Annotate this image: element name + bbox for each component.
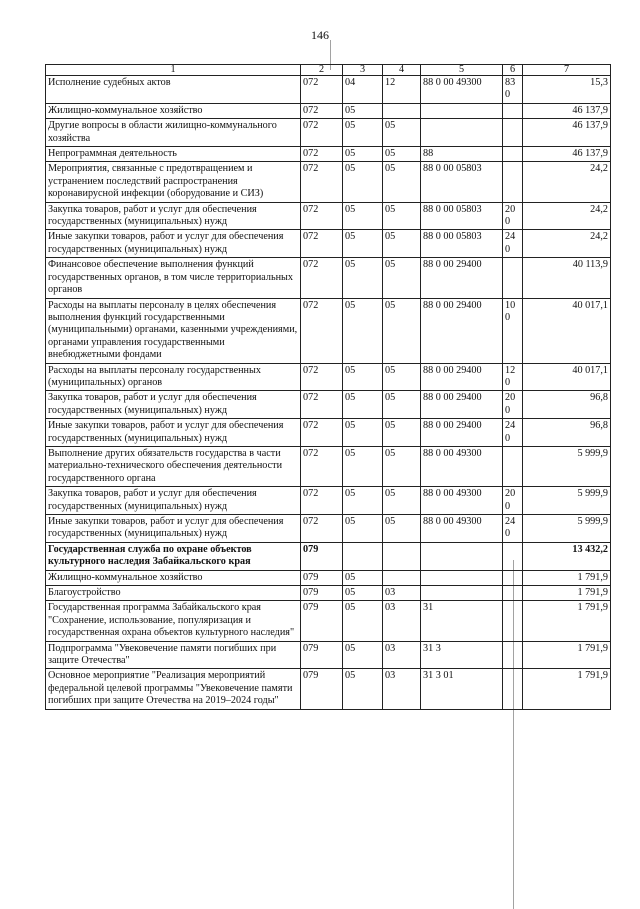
cell-amount: 1 791,9	[523, 669, 611, 709]
cell-name: Иные закупки товаров, работ и услуг для обеспечения государственных (муниципальных) нужд	[46, 419, 301, 447]
cell-subsection	[383, 542, 421, 570]
cell-subsection: 05	[383, 298, 421, 363]
cell-ministry-code: 072	[301, 391, 343, 419]
cell-amount: 15,3	[523, 76, 611, 104]
cell-target-article: 31 3 01	[421, 669, 503, 709]
cell-target-article: 88 0 00 29400	[421, 419, 503, 447]
table-row	[46, 515, 611, 543]
cell-ministry-code: 072	[301, 202, 343, 230]
cell-target-article	[421, 570, 503, 585]
cell-name: Расходы на выплаты персоналу государственных (муниципальных) органов	[46, 363, 301, 391]
cell-subsection: 12	[383, 76, 421, 104]
cell-target-article: 88 0 00 49300	[421, 487, 503, 515]
cell-target-article: 88 0 00 29400	[421, 391, 503, 419]
cell-subsection: 05	[383, 119, 421, 147]
cell-section: 05	[343, 363, 383, 391]
cell-amount: 13 432,2	[523, 542, 611, 570]
cell-subsection	[383, 103, 421, 118]
cell-expense-type: 200	[503, 391, 523, 419]
cell-subsection: 05	[383, 258, 421, 298]
cell-amount: 46 137,9	[523, 103, 611, 118]
cell-expense-type: 120	[503, 363, 523, 391]
cell-subsection: 05	[383, 363, 421, 391]
cell-amount: 5 999,9	[523, 446, 611, 486]
table-row	[46, 601, 611, 641]
cell-section: 05	[343, 515, 383, 543]
cell-amount: 46 137,9	[523, 147, 611, 162]
cell-target-article	[421, 103, 503, 118]
cell-expense-type	[503, 162, 523, 202]
table-row	[46, 162, 611, 202]
cell-amount: 5 999,9	[523, 515, 611, 543]
cell-expense-type: 240	[503, 419, 523, 447]
cell-name: Жилищно-коммунальное хозяйство	[46, 103, 301, 118]
cell-ministry-code: 072	[301, 487, 343, 515]
cell-expense-type: 200	[503, 487, 523, 515]
table-row	[46, 147, 611, 162]
cell-target-article: 88 0 00 05803	[421, 230, 503, 258]
cell-expense-type: 240	[503, 515, 523, 543]
cell-name: Выполнение других обязательств государства в части материально-технического обеспечения деятельности государственного органа	[46, 446, 301, 486]
cell-target-article: 88 0 00 29400	[421, 363, 503, 391]
cell-ministry-code: 072	[301, 147, 343, 162]
column-header: 6	[503, 65, 523, 76]
cell-amount: 24,2	[523, 162, 611, 202]
cell-amount: 1 791,9	[523, 570, 611, 585]
cell-ministry-code: 072	[301, 419, 343, 447]
cell-subsection: 03	[383, 601, 421, 641]
cell-subsection: 05	[383, 162, 421, 202]
cell-expense-type	[503, 103, 523, 118]
cell-section: 05	[343, 446, 383, 486]
cell-section: 05	[343, 162, 383, 202]
cell-name: Исполнение судебных актов	[46, 76, 301, 104]
cell-expense-type: 200	[503, 202, 523, 230]
table-row	[46, 119, 611, 147]
cell-expense-type: 830	[503, 76, 523, 104]
cell-subsection: 05	[383, 202, 421, 230]
cell-target-article: 88 0 00 29400	[421, 258, 503, 298]
cell-expense-type	[503, 258, 523, 298]
cell-subsection: 03	[383, 586, 421, 601]
cell-ministry-code: 072	[301, 258, 343, 298]
cell-amount: 96,8	[523, 419, 611, 447]
cell-expense-type	[503, 542, 523, 570]
cell-subsection: 05	[383, 419, 421, 447]
cell-section: 05	[343, 119, 383, 147]
cell-subsection: 03	[383, 669, 421, 709]
cell-amount: 24,2	[523, 202, 611, 230]
table-row	[46, 202, 611, 230]
table-row	[46, 258, 611, 298]
cell-name: Закупка товаров, работ и услуг для обеспечения государственных (муниципальных) нужд	[46, 391, 301, 419]
cell-section: 05	[343, 391, 383, 419]
cell-section: 05	[343, 258, 383, 298]
cell-section: 05	[343, 487, 383, 515]
cell-name: Иные закупки товаров, работ и услуг для обеспечения государственных (муниципальных) нужд	[46, 515, 301, 543]
cell-expense-type	[503, 586, 523, 601]
cell-expense-type	[503, 119, 523, 147]
cell-ministry-code: 079	[301, 570, 343, 585]
column-header: 7	[523, 65, 611, 76]
cell-ministry-code: 079	[301, 641, 343, 669]
cell-name: Закупка товаров, работ и услуг для обеспечения государственных (муниципальных) нужд	[46, 202, 301, 230]
table-row	[46, 641, 611, 669]
cell-ministry-code: 072	[301, 446, 343, 486]
table-row	[46, 363, 611, 391]
column-header: 4	[383, 65, 421, 76]
cell-target-article	[421, 586, 503, 601]
cell-ministry-code: 079	[301, 601, 343, 641]
cell-subsection: 05	[383, 487, 421, 515]
cell-name: Государственная программа Забайкальского края "Сохранение, использование, популяризация и государственная охрана объектов культурного наследия"	[46, 601, 301, 641]
cell-subsection: 05	[383, 446, 421, 486]
cell-subsection: 03	[383, 641, 421, 669]
cell-name: Закупка товаров, работ и услуг для обеспечения государственных (муниципальных) нужд	[46, 487, 301, 515]
cell-amount: 96,8	[523, 391, 611, 419]
cell-section	[343, 542, 383, 570]
cell-name: Основное мероприятие "Реализация мероприятий федеральной целевой программы "Увековечение памяти погибших при защите Отечества на 2019–2024 годы"	[46, 669, 301, 709]
column-header: 3	[343, 65, 383, 76]
cell-amount: 24,2	[523, 230, 611, 258]
cell-section: 05	[343, 202, 383, 230]
page-number: 146	[311, 28, 329, 42]
cell-ministry-code: 072	[301, 298, 343, 363]
cell-section: 05	[343, 230, 383, 258]
table-row	[46, 669, 611, 709]
cell-name: Расходы на выплаты персоналу в целях обеспечения выполнения функций государственными (муниципальными) органами, казенными учреждениями, органами управления государственными внебюджетными фондами	[46, 298, 301, 363]
cell-target-article: 88 0 00 49300	[421, 446, 503, 486]
cell-target-article: 31 3	[421, 641, 503, 669]
cell-ministry-code: 079	[301, 669, 343, 709]
cell-section: 05	[343, 298, 383, 363]
column-header: 1	[46, 65, 301, 76]
cell-section: 05	[343, 147, 383, 162]
cell-target-article: 88 0 00 49300	[421, 76, 503, 104]
cell-name: Иные закупки товаров, работ и услуг для обеспечения государственных (муниципальных) нужд	[46, 230, 301, 258]
cell-target-article	[421, 119, 503, 147]
table-row	[46, 103, 611, 118]
cell-ministry-code: 072	[301, 103, 343, 118]
table-row	[46, 570, 611, 585]
cell-target-article: 31	[421, 601, 503, 641]
cell-ministry-code: 072	[301, 363, 343, 391]
cell-ministry-code: 072	[301, 230, 343, 258]
cell-subsection: 05	[383, 230, 421, 258]
cell-amount: 40 113,9	[523, 258, 611, 298]
cell-target-article: 88 0 00 49300	[421, 515, 503, 543]
cell-target-article	[421, 542, 503, 570]
column-header: 2	[301, 65, 343, 76]
cell-section: 05	[343, 601, 383, 641]
table-row	[46, 230, 611, 258]
cell-target-article: 88	[421, 147, 503, 162]
cell-expense-type	[503, 601, 523, 641]
cell-section: 05	[343, 103, 383, 118]
cell-ministry-code: 072	[301, 119, 343, 147]
table-row	[46, 487, 611, 515]
cell-amount: 5 999,9	[523, 487, 611, 515]
budget-table	[45, 64, 611, 710]
cell-name: Жилищно-коммунальное хозяйство	[46, 570, 301, 585]
cell-expense-type	[503, 570, 523, 585]
cell-amount: 46 137,9	[523, 119, 611, 147]
cell-ministry-code: 079	[301, 586, 343, 601]
cell-section: 05	[343, 419, 383, 447]
cell-name: Государственная служба по охране объектов культурного наследия Забайкальского края	[46, 542, 301, 570]
cell-ministry-code: 072	[301, 76, 343, 104]
cell-amount: 1 791,9	[523, 586, 611, 601]
cell-target-article: 88 0 00 29400	[421, 298, 503, 363]
cell-name: Подпрограмма "Увековечение памяти погибших при защите Отечества"	[46, 641, 301, 669]
table-row	[46, 542, 611, 570]
cell-expense-type: 100	[503, 298, 523, 363]
table-row	[46, 298, 611, 363]
cell-target-article: 88 0 00 05803	[421, 202, 503, 230]
cell-subsection	[383, 570, 421, 585]
cell-expense-type	[503, 147, 523, 162]
cell-expense-type	[503, 446, 523, 486]
table-row	[46, 391, 611, 419]
cell-ministry-code: 072	[301, 162, 343, 202]
cell-section: 04	[343, 76, 383, 104]
cell-name: Другие вопросы в области жилищно-коммунального хозяйства	[46, 119, 301, 147]
cell-subsection: 05	[383, 515, 421, 543]
cell-name: Благоустройство	[46, 586, 301, 601]
cell-amount: 40 017,1	[523, 298, 611, 363]
table-header-row	[46, 65, 611, 76]
cell-name: Непрограммная деятельность	[46, 147, 301, 162]
cell-subsection: 05	[383, 391, 421, 419]
cell-section: 05	[343, 586, 383, 601]
cell-amount: 1 791,9	[523, 641, 611, 669]
cell-section: 05	[343, 570, 383, 585]
cell-section: 05	[343, 641, 383, 669]
table-row	[46, 76, 611, 104]
cell-section: 05	[343, 669, 383, 709]
cell-ministry-code: 072	[301, 515, 343, 543]
table-row	[46, 586, 611, 601]
cell-amount: 1 791,9	[523, 601, 611, 641]
table-row	[46, 446, 611, 486]
cell-subsection: 05	[383, 147, 421, 162]
column-header: 5	[421, 65, 503, 76]
cell-name: Мероприятия, связанные с предотвращением и устранением последствий распространения коронавирусной инфекции (оборудование и СИЗ)	[46, 162, 301, 202]
cell-ministry-code: 079	[301, 542, 343, 570]
cell-name: Финансовое обеспечение выполнения функций государственных органов, в том числе территориальных органов	[46, 258, 301, 298]
table-row	[46, 419, 611, 447]
cell-expense-type	[503, 641, 523, 669]
cell-amount: 40 017,1	[523, 363, 611, 391]
cell-expense-type: 240	[503, 230, 523, 258]
cell-expense-type	[503, 669, 523, 709]
cell-target-article: 88 0 00 05803	[421, 162, 503, 202]
